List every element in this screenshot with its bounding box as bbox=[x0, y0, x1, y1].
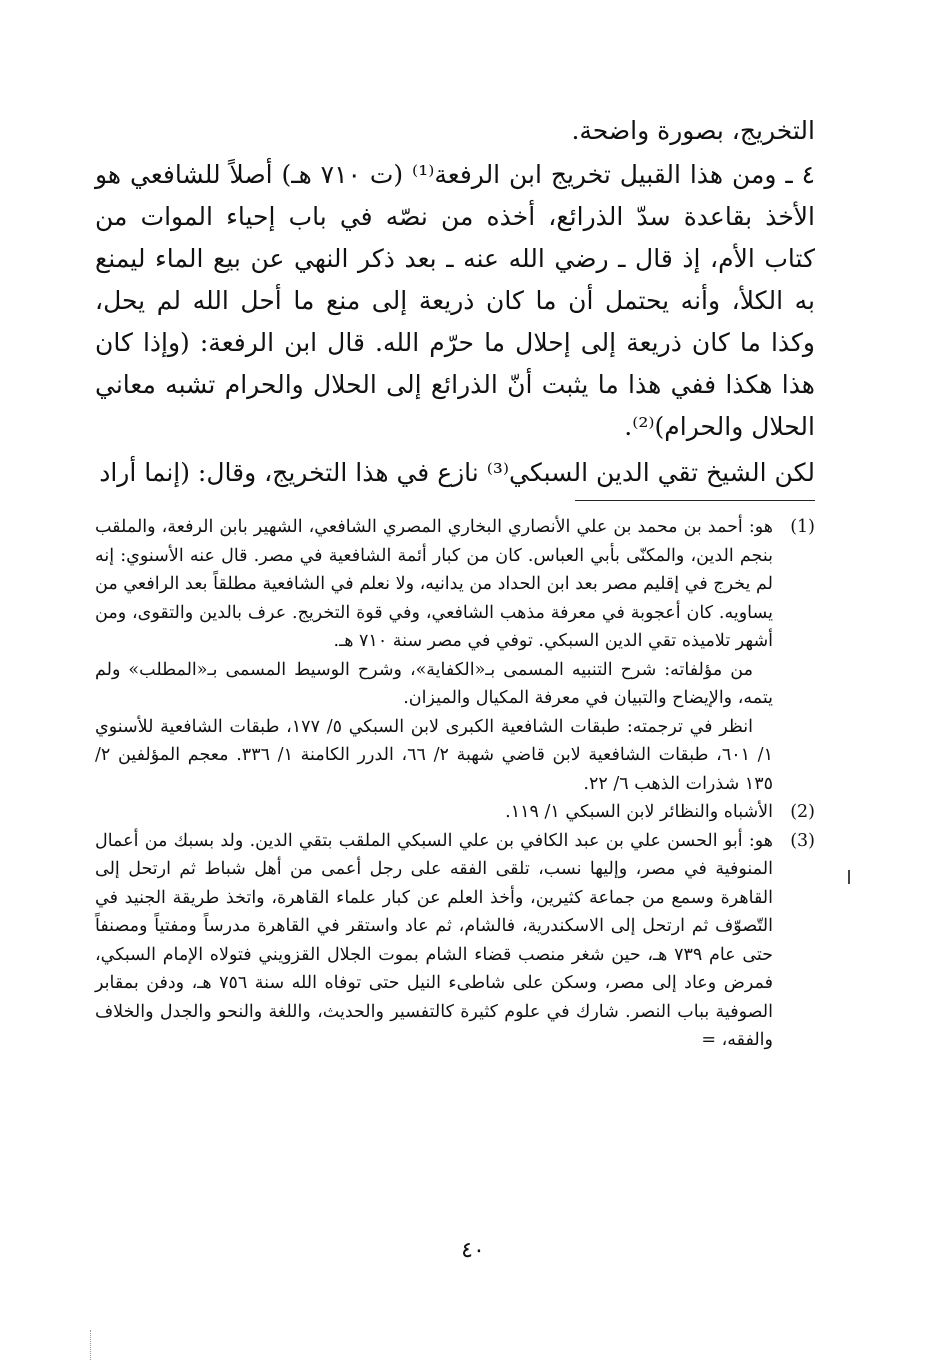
footnote-1-works: من مؤلفاته: شرح التنبيه المسمى بـ«الكفاية»، وشرح الوسيط المسمى بـ«المطلب» ولم يتمه، والإيضاح والتبيان في معرفة المكيال والميزان. bbox=[95, 659, 773, 708]
footnote-2-number: (2) bbox=[790, 802, 815, 822]
footnote-2-text: الأشباه والنظائر لابن السبكي ١/ ١١٩. bbox=[505, 802, 773, 822]
footnote-3 bbox=[95, 827, 815, 1055]
page-number: ٤٠ bbox=[461, 1238, 485, 1263]
footnote-1-number: (1) bbox=[790, 517, 815, 537]
footnote-1-refs: انظر في ترجمته: طبقات الشافعية الكبرى لابن السبكي ٥/ ١٧٧، طبقات الشافعية للأسنوي ١/ ٦٠١، طبقات الشافعية لابن قاضي شهبة ٢/ ٦٦، الدرر الكامنة ١/ ٣٣٦. معجم المؤلفين ٢/ ١٣٥ شذرات الذهب ٦/ ٢٢. bbox=[95, 716, 773, 794]
footnote-3-number: (3) bbox=[790, 830, 815, 851]
scan-margin-mark bbox=[848, 870, 850, 884]
main-item-4: ٤ ـ ومن هذا القبيل تخريج ابن الرفعة⁽¹⁾ (ت ٧١٠ هـ) أصلاً للشافعي هو الأخذ بقاعدة سدّ الذرائع، أخذه من نصّه في باب إحياء الموات من كتاب الأم، إذ قال ـ رضي الله عنه ـ بعد ذكر النهي عن بيع الماء ليمنع به الكلأ، وأنه يحتمل أن ما كان ذريعة إلى منع ما أحل الله لم يحل، وكذا ما كان ذريعة إلى إحلال ما حرّم الله. قال ابن الرفعة: (وإذا كان هذا هكذا ففي هذا ما يثبت أنّ الذرائع إلى الحلال والحرام تشبه معاني الحلال والحرام)⁽²⁾. bbox=[95, 160, 816, 441]
footnote-3-text: هو: أبو الحسن علي بن عبد الكافي بن علي السبكي الملقب بتقي الدين. ولد بسبك من أعمال المنوفية في مصر، وإليها نسب، تلقى الفقه على رجل أعمى من أهل شباط ثم ارتحل إلى القاهرة وسمع من جماعة كثيرين، وأخذ العلم عن كبار علماء القاهرة، واتخذ طريقة الجنيد في التّصوّف ثم ارتحل إلى الاسكندرية، فالشام، ثم عاد واستقر في القاهرة مدرساً ومفتياً ومصنفاً حتى عام ٧٣٩ هـ، حين شغر منصب قضاء الشام بموت الجلال القزويني فتولاه الإمام السبكي، فمرض وعاد إلى مصر، وسكن على شاطىء النيل حتى توفاه الله سنة ٧٥٦ هـ، ودفن بمقابر الصوفية بباب النصر. شارك في علوم كثيرة كالتفسير والحديث، واللغة والنحو والجدل والخلاف والفقه، = bbox=[95, 830, 773, 1050]
footnote-2 bbox=[95, 798, 815, 827]
scan-edge-dots bbox=[90, 1330, 111, 1360]
main-last-line: لكن الشيخ تقي الدين السبكي⁽³⁾ نازع في هذا التخريج، وقال: (إنما أراد bbox=[99, 458, 815, 487]
footnote-1 bbox=[95, 513, 815, 798]
footnote-separator bbox=[575, 500, 815, 501]
main-text bbox=[95, 110, 815, 494]
page-body bbox=[95, 110, 815, 1290]
footnotes bbox=[95, 513, 815, 1055]
footnote-1-text: هو: أحمد بن محمد بن علي الأنصاري البخاري المصري الشافعي، الشهير بابن الرفعة، والملقب بنجم الدين، والمكنّى بأبي العباس. كان من كبار أئمة الشافعية في مصر. قال عنه الأسنوي: إنه لم يخرج في إقليم مصر بعد ابن الحداد من يدانيه، ولا نعلم في الشافعية مطلقاً بعد الرافعي من يساويه. كان أعجوبة في معرفة مذهب الشافعي، وفي قوة التخريج. عرف بالدين والتقوى، ومن أشهر تلاميذه تقي الدين السبكي. توفي في مصر سنة ٧١٠ هـ. bbox=[95, 517, 773, 651]
main-line-1: التخريج، بصورة واضحة. bbox=[571, 116, 815, 145]
